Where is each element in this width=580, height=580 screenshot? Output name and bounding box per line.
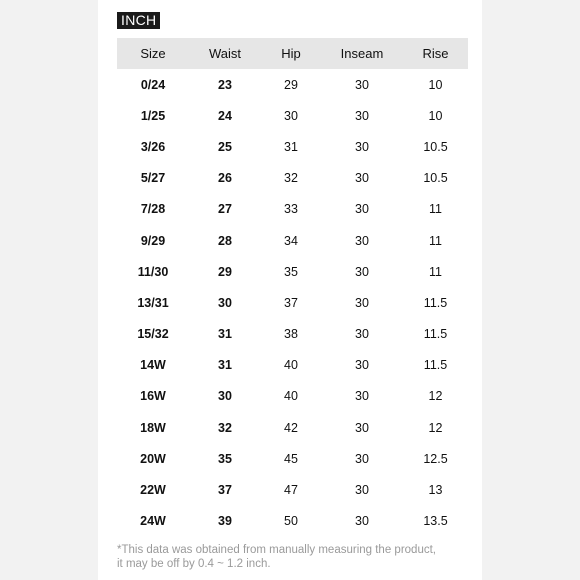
table-header-row	[117, 38, 468, 69]
cell-hip: 37	[284, 295, 298, 310]
table-row	[117, 350, 468, 381]
cell-size: 20W	[140, 451, 166, 466]
cell-waist: 26	[218, 171, 232, 186]
cell-rise: 11	[429, 202, 442, 217]
cell-size: 13/31	[137, 295, 169, 310]
cell-size: 22W	[140, 483, 166, 498]
cell-waist: 39	[218, 514, 232, 529]
cell-inseam: 30	[355, 358, 369, 373]
cell-waist: 31	[218, 358, 232, 373]
cell-inseam: 30	[355, 139, 369, 154]
cell-hip: 30	[284, 108, 298, 123]
header-rise: Rise	[403, 38, 468, 69]
cell-rise: 10.5	[423, 171, 448, 186]
cell-waist: 27	[218, 202, 232, 217]
table-row	[117, 256, 468, 287]
cell-rise: 10	[428, 108, 443, 123]
measurement-note	[117, 543, 477, 571]
size-table	[117, 38, 468, 537]
cell-size: 18W	[140, 420, 166, 435]
cell-hip: 42	[284, 420, 298, 435]
cell-hip: 50	[284, 514, 298, 529]
cell-rise: 11	[429, 264, 442, 279]
cell-inseam: 30	[355, 108, 369, 123]
note-line-1: *This data was obtained from manually measuring the product,	[117, 544, 436, 556]
cell-size: 9/29	[140, 233, 166, 248]
cell-inseam: 30	[355, 483, 369, 498]
cell-rise: 13.5	[423, 514, 448, 529]
cell-inseam: 30	[355, 77, 369, 92]
cell-inseam: 30	[355, 389, 369, 404]
cell-inseam: 30	[355, 514, 369, 529]
cell-size: 0/24	[140, 77, 166, 92]
cell-hip: 45	[284, 451, 298, 466]
table-row	[117, 131, 468, 162]
cell-hip: 38	[284, 327, 298, 342]
cell-size: 16W	[140, 389, 166, 404]
cell-hip: 33	[284, 202, 298, 217]
header-inseam: Inseam	[321, 38, 403, 69]
cell-inseam: 30	[355, 233, 369, 248]
table-row	[117, 474, 468, 505]
table-row	[117, 100, 468, 131]
cell-hip: 40	[284, 358, 298, 373]
cell-size: 15/32	[137, 327, 169, 342]
cell-rise: 12	[428, 420, 443, 435]
cell-waist: 28	[218, 233, 232, 248]
table-row	[117, 163, 468, 194]
unit-badge: INCH	[117, 12, 160, 29]
cell-rise: 13	[428, 483, 443, 498]
cell-waist: 25	[218, 139, 232, 154]
cell-size: 5/27	[140, 171, 166, 186]
cell-hip: 40	[284, 389, 298, 404]
cell-rise: 11.5	[423, 327, 448, 342]
cell-waist: 30	[218, 389, 232, 404]
cell-inseam: 30	[355, 171, 369, 186]
header-size: Size	[117, 38, 189, 69]
note-line-2: it may be off by 0.4 ~ 1.2 inch.	[117, 558, 271, 570]
cell-waist: 30	[218, 295, 232, 310]
table-row	[117, 69, 468, 100]
cell-rise: 12.5	[423, 451, 448, 466]
cell-inseam: 30	[355, 420, 369, 435]
table-row	[117, 506, 468, 537]
cell-hip: 29	[284, 77, 298, 92]
cell-rise: 10	[428, 77, 443, 92]
table-row	[117, 287, 468, 318]
cell-rise: 12	[428, 389, 443, 404]
cell-waist: 23	[218, 77, 232, 92]
cell-size: 14W	[140, 358, 166, 373]
cell-waist: 29	[218, 264, 232, 279]
cell-inseam: 30	[355, 295, 369, 310]
cell-waist: 35	[218, 451, 232, 466]
cell-waist: 31	[218, 327, 232, 342]
cell-size: 7/28	[140, 202, 166, 217]
cell-hip: 32	[284, 171, 298, 186]
cell-waist: 32	[218, 420, 232, 435]
table-row	[117, 319, 468, 350]
cell-size: 1/25	[140, 108, 166, 123]
cell-inseam: 30	[355, 202, 369, 217]
cell-waist: 37	[218, 483, 232, 498]
cell-size: 11/30	[137, 264, 169, 279]
cell-inseam: 30	[355, 264, 369, 279]
cell-inseam: 30	[355, 327, 369, 342]
cell-rise: 11.5	[423, 295, 448, 310]
table-row	[117, 412, 468, 443]
cell-rise: 11	[429, 233, 442, 248]
cell-inseam: 30	[355, 451, 369, 466]
cell-hip: 34	[284, 233, 298, 248]
cell-hip: 31	[284, 139, 298, 154]
cell-hip: 47	[284, 483, 298, 498]
cell-size: 24W	[140, 514, 166, 529]
header-hip: Hip	[261, 38, 321, 69]
cell-rise: 10.5	[423, 139, 448, 154]
header-waist: Waist	[189, 38, 261, 69]
cell-hip: 35	[284, 264, 298, 279]
table-row	[117, 225, 468, 256]
cell-rise: 11.5	[423, 358, 448, 373]
table-row	[117, 194, 468, 225]
cell-size: 3/26	[140, 139, 166, 154]
table-row	[117, 381, 468, 412]
table-row	[117, 443, 468, 474]
cell-waist: 24	[218, 108, 232, 123]
